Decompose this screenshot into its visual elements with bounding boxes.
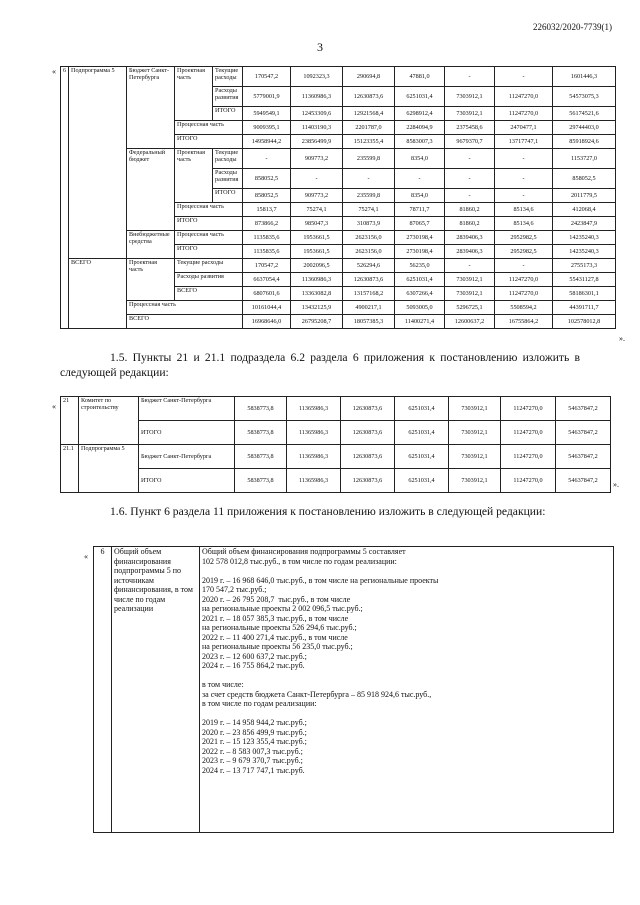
cell: 11247270,0 bbox=[495, 273, 553, 287]
row-number: 21 bbox=[61, 397, 79, 445]
cell: 2623156,0 bbox=[343, 231, 395, 245]
cell: 4900217,1 bbox=[343, 301, 395, 315]
cell: 12630873,6 bbox=[341, 445, 395, 469]
financing-table-items-21 bbox=[60, 396, 611, 493]
cell: 14235240,3 bbox=[553, 245, 616, 259]
cell: 47881,0 bbox=[395, 67, 445, 87]
source-spb-budget: Бюджет Санкт-Петербурга bbox=[139, 397, 235, 421]
cell: 235599,8 bbox=[343, 149, 395, 169]
cell: 12630873,6 bbox=[341, 469, 395, 493]
development-expenses-label: Расходы развития bbox=[175, 273, 243, 287]
cell: 2730198,4 bbox=[395, 231, 445, 245]
cell: - bbox=[495, 189, 553, 203]
cell: 290694,8 bbox=[343, 67, 395, 87]
cell: - bbox=[445, 259, 495, 273]
total-label: ВСЕГО bbox=[69, 259, 127, 329]
cell: 170547,2 bbox=[243, 259, 291, 273]
cell: 2623156,0 bbox=[343, 245, 395, 259]
project-part-label: Проектная часть bbox=[127, 259, 175, 301]
cell: 54637847,2 bbox=[556, 469, 611, 493]
cell: 858052,5 bbox=[243, 189, 291, 203]
cell: 11365986,3 bbox=[287, 421, 341, 445]
row-number: 6 bbox=[61, 67, 69, 329]
process-part-label: Процессная часть bbox=[175, 121, 243, 135]
cell: 1135835,6 bbox=[243, 245, 291, 259]
cell: 85134,6 bbox=[495, 203, 553, 217]
cell: 7303912,1 bbox=[445, 287, 495, 301]
cell: 56235,0 bbox=[395, 259, 445, 273]
cell: 58186301,1 bbox=[553, 287, 616, 301]
cell: 526294,6 bbox=[343, 259, 395, 273]
cell: 13432125,9 bbox=[291, 301, 343, 315]
itogo-label: ИТОГО bbox=[175, 217, 243, 231]
cell: 54637847,2 bbox=[556, 421, 611, 445]
cell: 15813,7 bbox=[243, 203, 291, 217]
close-quote: ». bbox=[619, 334, 625, 343]
cell: 1135835,6 bbox=[243, 231, 291, 245]
cell: - bbox=[445, 67, 495, 87]
current-expenses-label: Текущие расходы bbox=[175, 259, 243, 273]
cell: 7303912,1 bbox=[445, 87, 495, 107]
cell: 11360986,3 bbox=[291, 87, 343, 107]
source-federal-budget: Федеральный бюджет bbox=[127, 149, 175, 231]
itogo-label: ИТОГО bbox=[139, 421, 235, 445]
cell: 8354,0 bbox=[395, 149, 445, 169]
process-part-label: Процессная часть bbox=[175, 203, 243, 217]
cell: 12921568,4 bbox=[343, 107, 395, 121]
cell: 11247270,0 bbox=[501, 469, 556, 493]
cell: 1953661,5 bbox=[291, 245, 343, 259]
open-quote: « bbox=[52, 67, 56, 76]
cell: 29744403,0 bbox=[553, 121, 616, 135]
financing-text: Общий объем финансирования подпрограммы 5 составляет 102 578 012,8 тыс.руб., в том числе по годам реализации: 2019 г. – 16 968 646,0 тыс.руб., в том числе на региональные проекты 170 547,2 тыс.руб.; 2020 г. – 26 795 208,7 тыс.руб., в том числе на региональные проекты 2 002 096,5 тыс.руб.; 2021 г. – 18 057 385,3 тыс.руб., в том числе на региональные проекты 526 294,6 тыс.руб.; 2022 г. – 11 400 271,4 тыс.руб., в том числе на региональные проекты 56 235,0 тыс.руб.; 2023 г. – 12 600 637,2 тыс.руб.; 2024 г. – 16 755 864,2 тыс.руб. в том числе: за счет средств бюджета Санкт-Петербурга – 85 918 924,6 тыс.руб., в том числе по годам реализации: 2019 г. – 14 958 944,2 тыс.руб.; 2020 г. – 23 856 499,9 тыс.руб.; 2021 г. – 15 123 355,4 тыс.руб.; 2022 г. – 8 583 007,3 тыс.руб.; 2023 г. – 9 679 370,7 тыс.руб.; 2024 г. – 13 717 747,1 тыс.руб. bbox=[200, 547, 614, 833]
cell: 7303912,1 bbox=[449, 469, 501, 493]
cell: 85134,6 bbox=[495, 217, 553, 231]
current-expenses-label: Текущие расходы bbox=[213, 67, 243, 87]
cell: 5838773,8 bbox=[235, 421, 287, 445]
cell: 10161044,4 bbox=[243, 301, 291, 315]
cell: 2755173,3 bbox=[553, 259, 616, 273]
cell: 12630873,6 bbox=[341, 397, 395, 421]
cell: 11400271,4 bbox=[395, 315, 445, 329]
financing-label: Общий объем финансирования подпрограммы 5 по источникам финансирования, в том числе по годам реализации bbox=[112, 547, 200, 833]
vsego-label: ВСЕГО bbox=[127, 315, 243, 329]
cell: 2730198,4 bbox=[395, 245, 445, 259]
cell: 12630873,6 bbox=[341, 421, 395, 445]
cell: 6807601,6 bbox=[243, 287, 291, 301]
cell: 26795208,7 bbox=[291, 315, 343, 329]
document-number: 226032/2020-7739(1) bbox=[533, 22, 612, 32]
cell: 873866,2 bbox=[243, 217, 291, 231]
cell: 56174521,6 bbox=[553, 107, 616, 121]
cell: 858052,5 bbox=[553, 169, 616, 189]
cell: 6307266,4 bbox=[395, 287, 445, 301]
current-expenses-label: Текущие расходы bbox=[213, 149, 243, 169]
cell: 11247270,0 bbox=[501, 445, 556, 469]
cell: 11365986,3 bbox=[287, 445, 341, 469]
cell: - bbox=[495, 259, 553, 273]
cell: - bbox=[495, 169, 553, 189]
cell: 102578012,8 bbox=[553, 315, 616, 329]
cell: 54637847,2 bbox=[556, 445, 611, 469]
cell: 7303912,1 bbox=[445, 273, 495, 287]
development-expenses-label: Расходы развития bbox=[213, 169, 243, 189]
cell: 5838773,8 bbox=[235, 445, 287, 469]
cell: 7303912,1 bbox=[445, 107, 495, 121]
cell: 1153727,0 bbox=[553, 149, 616, 169]
cell: 75274,1 bbox=[291, 203, 343, 217]
cell: 12600637,2 bbox=[445, 315, 495, 329]
cell: 81860,2 bbox=[445, 217, 495, 231]
source-spb-budget: Бюджет Санкт-Петербурга bbox=[127, 67, 175, 149]
cell: 6251031,4 bbox=[395, 87, 445, 107]
itogo-label: ИТОГО bbox=[213, 189, 243, 203]
cell: 1953661,5 bbox=[291, 231, 343, 245]
cell: 44391711,7 bbox=[553, 301, 616, 315]
cell: 6251031,4 bbox=[395, 421, 449, 445]
cell: 5296725,1 bbox=[445, 301, 495, 315]
cell: - bbox=[495, 149, 553, 169]
cell: 310873,9 bbox=[343, 217, 395, 231]
itogo-label: ИТОГО bbox=[175, 135, 243, 149]
program-name: Подпрограмма 5 bbox=[69, 67, 127, 259]
open-quote: « bbox=[84, 552, 88, 561]
cell: 2011779,5 bbox=[553, 189, 616, 203]
cell: 12453309,6 bbox=[291, 107, 343, 121]
cell: - bbox=[445, 169, 495, 189]
financing-table-subprogram5 bbox=[60, 66, 616, 329]
cell: 6251031,4 bbox=[395, 397, 449, 421]
cell: 6251031,4 bbox=[395, 469, 449, 493]
cell: 11247270,0 bbox=[495, 87, 553, 107]
cell: 78711,7 bbox=[395, 203, 445, 217]
itogo-label: ИТОГО bbox=[139, 469, 235, 493]
cell: 6251031,4 bbox=[395, 273, 445, 287]
cell: 9009395,1 bbox=[243, 121, 291, 135]
page-number: 3 bbox=[317, 40, 323, 54]
development-expenses-label: Расходы развития bbox=[213, 87, 243, 107]
close-quote: ». bbox=[613, 480, 619, 489]
cell: 11403190,3 bbox=[291, 121, 343, 135]
source-spb-budget: Бюджет Санкт-Петербурга bbox=[139, 445, 235, 469]
cell: 8583007,3 bbox=[395, 135, 445, 149]
open-quote: « bbox=[52, 402, 56, 411]
cell: 55431127,8 bbox=[553, 273, 616, 287]
row-number: 21.1 bbox=[61, 445, 79, 493]
cell: 1601446,3 bbox=[553, 67, 616, 87]
project-part-label: Проектная часть bbox=[175, 149, 213, 203]
cell: 2952982,5 bbox=[495, 231, 553, 245]
cell: 87065,7 bbox=[395, 217, 445, 231]
cell: 23856499,9 bbox=[291, 135, 343, 149]
itogo-label: ИТОГО bbox=[213, 107, 243, 121]
cell: 11247270,0 bbox=[501, 421, 556, 445]
cell: 13363082,8 bbox=[291, 287, 343, 301]
project-part-label: Проектная часть bbox=[175, 67, 213, 121]
cell: 11247270,0 bbox=[501, 397, 556, 421]
committee-name: Комитет по строительству bbox=[79, 397, 139, 445]
cell: 985047,3 bbox=[291, 217, 343, 231]
cell: 54573075,3 bbox=[553, 87, 616, 107]
cell: 412068,4 bbox=[553, 203, 616, 217]
cell: 7303912,1 bbox=[449, 421, 501, 445]
cell: 909773,2 bbox=[291, 189, 343, 203]
itogo-label: ИТОГО bbox=[175, 245, 243, 259]
cell: 170547,2 bbox=[243, 67, 291, 87]
cell: 81860,2 bbox=[445, 203, 495, 217]
cell: 11247270,0 bbox=[495, 107, 553, 121]
cell: 2470477,1 bbox=[495, 121, 553, 135]
cell: 85918924,6 bbox=[553, 135, 616, 149]
cell: - bbox=[445, 149, 495, 169]
paragraph-1-5: 1.5. Пункты 21 и 21.1 подраздела 6.2 раздела 6 приложения к постановлению изложить в следующей редакции: bbox=[60, 351, 580, 379]
cell: 6637054,4 bbox=[243, 273, 291, 287]
cell: - bbox=[445, 189, 495, 203]
cell: 6251031,4 bbox=[395, 445, 449, 469]
cell: 2002096,5 bbox=[291, 259, 343, 273]
cell: 11365986,3 bbox=[287, 397, 341, 421]
paragraph-1-6: 1.6. Пункт 6 раздела 11 приложения к постановлению изложить в следующей редакции: bbox=[110, 505, 546, 518]
cell: - bbox=[243, 149, 291, 169]
vsego-label: ВСЕГО bbox=[175, 287, 243, 301]
cell: - bbox=[495, 67, 553, 87]
cell: 12630873,6 bbox=[343, 87, 395, 107]
cell: 11365986,3 bbox=[287, 469, 341, 493]
cell: 8354,0 bbox=[395, 189, 445, 203]
cell: 909773,2 bbox=[291, 149, 343, 169]
cell: - bbox=[343, 169, 395, 189]
source-offbudget: Внебюджетные средства bbox=[127, 231, 175, 259]
cell: 5508594,2 bbox=[495, 301, 553, 315]
cell: - bbox=[395, 169, 445, 189]
cell: 5838773,8 bbox=[235, 397, 287, 421]
cell: 2839406,3 bbox=[445, 231, 495, 245]
cell: 6298912,4 bbox=[395, 107, 445, 121]
cell: 18057385,3 bbox=[343, 315, 395, 329]
cell: 54637847,2 bbox=[556, 397, 611, 421]
cell: 2375458,6 bbox=[445, 121, 495, 135]
cell: 15123355,4 bbox=[343, 135, 395, 149]
cell: 2952982,5 bbox=[495, 245, 553, 259]
cell: 2839406,3 bbox=[445, 245, 495, 259]
program-name: Подпрограмма 5 bbox=[79, 445, 139, 493]
cell: 75274,1 bbox=[343, 203, 395, 217]
cell: 235599,8 bbox=[343, 189, 395, 203]
cell: 7303912,1 bbox=[449, 397, 501, 421]
process-part-label: Процессная часть bbox=[175, 231, 243, 245]
cell: 14235240,3 bbox=[553, 231, 616, 245]
process-part-label: Процессная часть bbox=[127, 301, 243, 315]
row-number: 6 bbox=[94, 547, 112, 833]
cell: 1092323,3 bbox=[291, 67, 343, 87]
cell: 858052,5 bbox=[243, 169, 291, 189]
cell: - bbox=[291, 169, 343, 189]
cell: 16755864,2 bbox=[495, 315, 553, 329]
financing-volume-table bbox=[93, 546, 614, 833]
cell: 11247270,0 bbox=[495, 287, 553, 301]
cell: 2284094,9 bbox=[395, 121, 445, 135]
cell: 11360986,3 bbox=[291, 273, 343, 287]
cell: 13717747,1 bbox=[495, 135, 553, 149]
cell: 16968646,0 bbox=[243, 315, 291, 329]
cell: 14958944,2 bbox=[243, 135, 291, 149]
cell: 2201787,0 bbox=[343, 121, 395, 135]
cell: 5779001,9 bbox=[243, 87, 291, 107]
cell: 5838773,8 bbox=[235, 469, 287, 493]
cell: 5093005,0 bbox=[395, 301, 445, 315]
cell: 2423847,9 bbox=[553, 217, 616, 231]
cell: 5949549,1 bbox=[243, 107, 291, 121]
cell: 7303912,1 bbox=[449, 445, 501, 469]
cell: 9679370,7 bbox=[445, 135, 495, 149]
cell: 13157168,2 bbox=[343, 287, 395, 301]
cell: 12630873,6 bbox=[343, 273, 395, 287]
